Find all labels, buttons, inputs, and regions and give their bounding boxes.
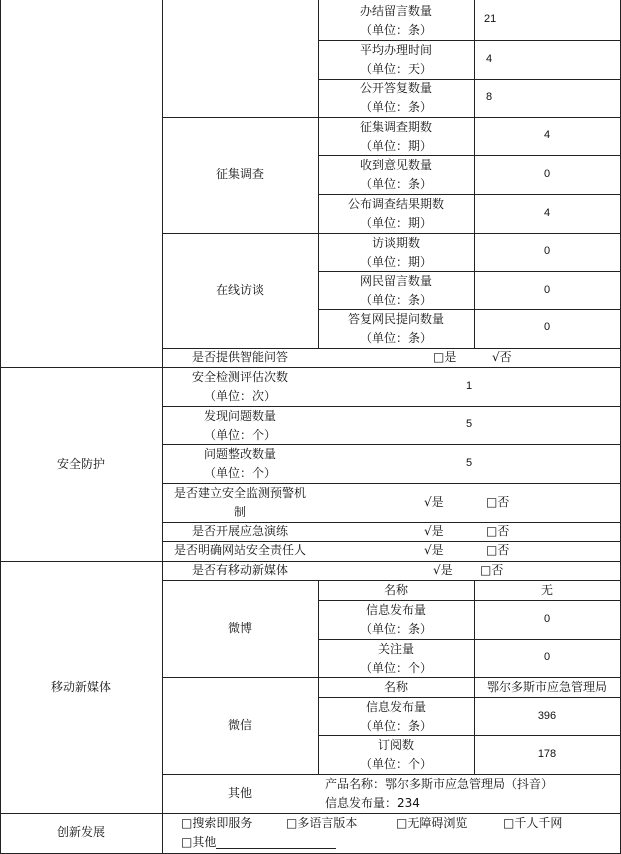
- other-publish-count: 信息发布量：234: [325, 796, 420, 810]
- weibo-name-value: 无: [540, 583, 553, 597]
- cell-label: 平均办理时间 （单位：天）: [359, 43, 432, 76]
- cell-value: 0: [543, 321, 551, 333]
- cell-label: 答复网民提问数量 （单位：条）: [347, 312, 444, 345]
- cell-label: 征集调查期数 （单位：期）: [359, 120, 432, 153]
- cell-label: 信息发布量 （单位：条）: [359, 603, 432, 636]
- option-search-service[interactable]: □搜索即服务: [181, 816, 253, 830]
- drill-no-checkbox[interactable]: □否: [486, 524, 510, 538]
- security-section-label: 安全防护: [56, 457, 105, 471]
- cell-value: 0: [543, 651, 551, 663]
- mobile-section-label: 移动新媒体: [50, 680, 111, 694]
- wechat-name-label: 名称: [383, 680, 408, 694]
- border-left: [0, 0, 1, 854]
- cell-value: 0: [543, 168, 551, 180]
- has-mobile-yes-checkbox[interactable]: √是: [433, 563, 453, 577]
- drill-yes-checkbox[interactable]: √是: [424, 524, 444, 538]
- responsible-yes-checkbox[interactable]: √是: [424, 543, 444, 557]
- option-multilingual[interactable]: □多语言版本: [286, 816, 358, 830]
- drill-label: 是否开展应急演练: [191, 524, 288, 538]
- monitoring-yes-checkbox[interactable]: √是: [424, 495, 444, 509]
- survey-group-label: 征集调查: [215, 167, 264, 181]
- option-accessibility[interactable]: □无障碍浏览: [396, 816, 468, 830]
- other-media-label: 其他: [227, 786, 252, 800]
- responsible-label: 是否明确网站安全责任人: [173, 543, 306, 557]
- cell-label: 网民留言数量 （单位：条）: [359, 274, 432, 307]
- has-mobile-no-checkbox[interactable]: □否: [480, 563, 504, 577]
- cell-value: 0: [543, 284, 551, 296]
- weibo-label: 微博: [227, 621, 252, 635]
- option-personalized[interactable]: □千人千网: [503, 816, 563, 830]
- cell-label: 订阅数 （单位：个）: [359, 738, 432, 771]
- other-product-name: 产品名称：鄂尔多斯市应急管理局（抖音）: [325, 777, 554, 791]
- has-mobile-label: 是否有移动新媒体: [191, 563, 288, 577]
- cell-value: 4: [543, 129, 551, 141]
- innovation-section-label: 创新发展: [56, 825, 105, 839]
- interview-group-label: 在线访谈: [215, 283, 264, 297]
- cell-value: 5: [465, 457, 473, 469]
- cell-label: 办结留言数量 （单位：条）: [359, 4, 432, 37]
- smart-qa-no-checkbox[interactable]: √否: [492, 350, 512, 364]
- cell-label: 安全检测评估次数 （单位：次）: [191, 370, 288, 403]
- cell-label: 发现问题数量 （单位：个）: [203, 409, 276, 442]
- monitoring-label: 是否建立安全监测预警机 制: [173, 486, 306, 519]
- cell-label: 访谈期数 （单位：期）: [359, 236, 432, 269]
- wechat-label: 微信: [227, 718, 252, 732]
- smart-qa-label: 是否提供智能问答: [191, 350, 288, 364]
- cell-value: 396: [537, 710, 557, 722]
- cell-label: 收到意见数量 （单位：条）: [359, 158, 432, 191]
- weibo-name-label: 名称: [383, 583, 408, 597]
- responsible-no-checkbox[interactable]: □否: [486, 543, 510, 557]
- cell-label: 公布调查结果期数 （单位：期）: [347, 197, 444, 230]
- cell-value: 8: [486, 91, 493, 103]
- cell-value: 0: [543, 613, 551, 625]
- cell-value: 4: [543, 207, 551, 219]
- monitoring-no-checkbox[interactable]: □否: [486, 495, 510, 509]
- cell-value: 178: [537, 748, 557, 760]
- cell-value: 1: [465, 380, 473, 392]
- cell-value: 0: [543, 245, 551, 257]
- wechat-name-value: 鄂尔多斯市应急管理局: [486, 680, 607, 694]
- smart-qa-yes-checkbox[interactable]: □是: [433, 350, 457, 364]
- cell-label: 公开答复数量 （单位：条）: [359, 81, 432, 114]
- option-other[interactable]: □其他: [181, 833, 336, 852]
- cell-label: 问题整改数量 （单位：个）: [203, 447, 276, 480]
- cell-label: 关注量 （单位：个）: [359, 642, 432, 675]
- cell-value: 5: [465, 418, 473, 430]
- cell-value: 21: [484, 13, 497, 25]
- cell-label: 信息发布量 （单位：条）: [359, 700, 432, 733]
- other-blank-line: [216, 836, 336, 849]
- cell-value: 4: [486, 53, 493, 65]
